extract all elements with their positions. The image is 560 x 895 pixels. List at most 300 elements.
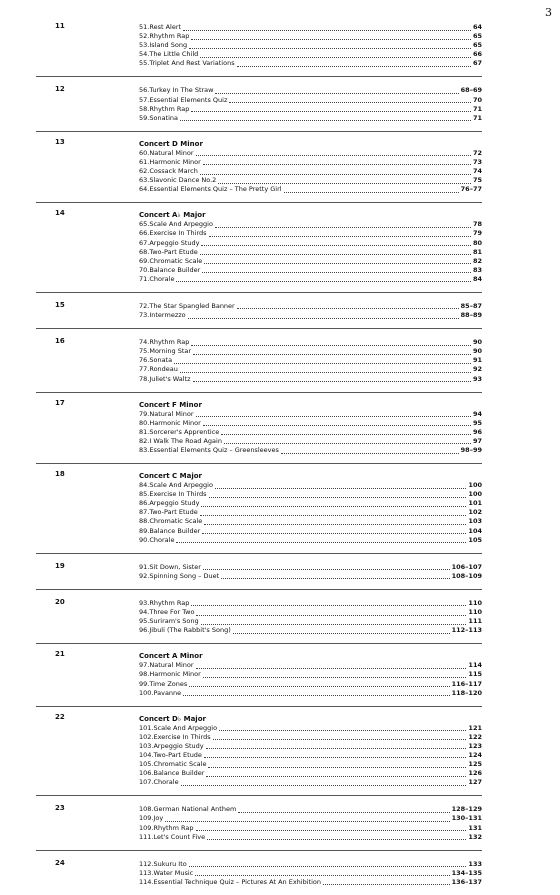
toc-entry: [139, 50, 482, 59]
entry-title: Sorcerer's Apprentice: [149, 427, 220, 436]
toc-section-body: [139, 23, 482, 68]
entry-number: 60.: [139, 148, 150, 157]
lesson-page-number: 13: [55, 137, 65, 146]
lesson-page-number: 23: [55, 804, 65, 813]
dot-leader: [191, 338, 471, 346]
entry-page: 79: [472, 229, 482, 238]
toc-entry: [139, 114, 482, 123]
dot-leader: [284, 185, 459, 193]
toc-entry: [139, 626, 482, 635]
toc-entry: [139, 760, 482, 769]
dot-leader: [196, 661, 467, 669]
entry-number: 109.: [139, 814, 154, 823]
dot-leader: [237, 302, 459, 310]
toc-section: [36, 706, 482, 796]
entry-page: 128–129: [451, 805, 482, 814]
entry-title: German National Anthem: [153, 805, 237, 814]
toc-entry: [139, 527, 482, 536]
entry-title: Balance Builder: [149, 265, 201, 274]
toc-entry: [139, 508, 482, 517]
toc-entry: [139, 41, 482, 50]
toc-entry: [139, 499, 482, 508]
entry-number: 109.: [139, 823, 154, 832]
entry-page: 106–107: [451, 562, 482, 571]
toc-entry: [139, 608, 482, 617]
entry-number: 84.: [139, 481, 150, 490]
dot-leader: [176, 536, 466, 544]
key-heading: Concert D♭ Major: [139, 714, 206, 723]
dot-leader: [180, 365, 471, 373]
entry-title: Two-Part Etude: [153, 750, 202, 759]
entry-number: 64.: [139, 185, 150, 194]
dot-leader: [196, 824, 467, 832]
toc-section: [36, 463, 482, 553]
toc-section: [36, 643, 482, 705]
entry-title: Chromatic Scale: [149, 517, 203, 526]
entry-page: 90: [472, 338, 482, 347]
entry-title: Natural Minor: [149, 661, 194, 670]
dot-leader: [215, 220, 471, 228]
entry-page: 132: [468, 832, 482, 841]
entry-number: 98.: [139, 670, 150, 679]
entry-number: 56.: [139, 86, 150, 95]
toc-entry: [139, 769, 482, 778]
dot-leader: [206, 769, 466, 777]
toc-section: [36, 14, 482, 76]
entry-title: Island Song: [149, 41, 188, 50]
dot-leader: [202, 266, 471, 274]
entry-title: Exercise In Thirds: [149, 490, 207, 499]
dot-leader: [202, 527, 466, 535]
dot-leader: [224, 437, 471, 445]
toc-section-body: [139, 338, 482, 383]
dot-leader: [201, 499, 466, 507]
entry-number: 82.: [139, 436, 150, 445]
toc-entry: [139, 869, 482, 878]
dot-leader: [189, 680, 449, 688]
entry-number: 85.: [139, 490, 150, 499]
entry-title: Rhythm Rap: [149, 104, 190, 113]
entry-title: Two-Part Etude: [149, 508, 198, 517]
entry-title: Rhythm Rap: [153, 823, 194, 832]
entry-title: Sukuru Ito: [153, 859, 187, 868]
entry-page: 95: [472, 418, 482, 427]
dot-leader: [191, 32, 471, 40]
entry-page: 125: [468, 760, 482, 769]
entry-number: 74.: [139, 338, 150, 347]
dot-leader: [189, 41, 471, 49]
entry-number: 99.: [139, 679, 150, 688]
entry-page: 65: [472, 41, 482, 50]
lesson-page-number: 17: [55, 398, 65, 407]
toc-entry: [139, 96, 482, 105]
toc-entry: [139, 536, 482, 545]
entry-number: 105.: [139, 760, 154, 769]
entry-page: 67: [472, 59, 482, 68]
lesson-page-number: 16: [55, 337, 65, 346]
toc-entry: [139, 599, 482, 608]
entry-number: 51.: [139, 23, 150, 31]
entry-title: Arpeggio Study: [149, 238, 200, 247]
entry-title: Essential Elements Quiz – The Pretty Girl: [149, 185, 282, 194]
toc-entry: [139, 814, 482, 823]
toc-entry: [139, 23, 482, 32]
entry-number: 112.: [139, 859, 154, 868]
entry-title: Two-Part Etude: [149, 247, 198, 256]
entry-number: 57.: [139, 95, 150, 104]
toc-entry: [139, 437, 482, 446]
entry-page: 68–69: [460, 86, 482, 95]
entry-page: 121: [468, 723, 482, 732]
entry-number: 111.: [139, 832, 154, 841]
entry-title: Juliet's Waltz: [149, 374, 191, 383]
key-heading: Concert A Minor: [139, 652, 203, 661]
entry-number: 78.: [139, 374, 150, 383]
entry-page: 88–89: [460, 311, 482, 320]
entry-number: 80.: [139, 418, 150, 427]
entry-title: Rondeau: [149, 365, 178, 374]
entry-number: 61.: [139, 157, 150, 166]
toc-entry: [139, 229, 482, 238]
entry-number: 88.: [139, 517, 150, 526]
toc-entry: [139, 105, 482, 114]
entry-number: 106.: [139, 769, 154, 778]
dot-leader: [215, 86, 458, 94]
toc-entry: [139, 410, 482, 419]
dot-leader: [209, 229, 471, 237]
entry-number: 53.: [139, 41, 150, 50]
entry-page: 112–113: [451, 626, 482, 635]
lesson-page-number: 22: [55, 712, 65, 721]
toc-entry: [139, 257, 482, 266]
toc-entry: [139, 446, 482, 455]
dot-leader: [208, 760, 466, 768]
toc-entry: [139, 365, 482, 374]
toc-entry: [139, 176, 482, 185]
dot-leader: [191, 599, 466, 607]
entry-page: 64: [472, 23, 482, 31]
entry-title: Harmonic Minor: [149, 670, 201, 679]
toc-entry: [139, 572, 482, 581]
dot-leader: [323, 878, 450, 886]
toc-entry: [139, 32, 482, 41]
entry-title: Essential Technique Quiz – Pictures At An Exhibition: [153, 877, 321, 886]
toc-entry: [139, 248, 482, 257]
entry-number: 71.: [139, 274, 150, 283]
entry-page: 100: [468, 490, 482, 499]
entry-number: 100.: [139, 688, 154, 697]
entry-title: Joy: [153, 814, 164, 823]
dot-leader: [213, 733, 467, 741]
entry-title: Scale And Arpeggio: [149, 220, 213, 229]
dot-leader: [180, 114, 471, 122]
entry-number: 93.: [139, 598, 150, 607]
lesson-page-number: 21: [55, 650, 65, 659]
toc-entry: [139, 59, 482, 68]
entry-page: 124: [468, 750, 482, 759]
entry-number: 94.: [139, 608, 150, 617]
entry-page: 105: [468, 535, 482, 544]
dot-leader: [219, 724, 466, 732]
entry-title: Essential Elements Quiz – Greensleeves: [149, 446, 279, 454]
toc-entry: [139, 860, 482, 869]
entry-number: 70.: [139, 265, 150, 274]
dot-leader: [183, 23, 471, 31]
entry-title: Jibuli (The Rabbit's Song): [149, 626, 231, 635]
toc-entry: [139, 563, 482, 572]
toc-section: [36, 202, 482, 292]
entry-title: Rhythm Rap: [149, 338, 190, 347]
table-of-contents: [0, 14, 560, 895]
lesson-page-number: 15: [55, 300, 65, 309]
entry-title: Harmonic Minor: [149, 157, 201, 166]
toc-entry: [139, 680, 482, 689]
entry-number: 87.: [139, 508, 150, 517]
dot-leader: [196, 608, 466, 616]
entry-title: Rhythm Rap: [149, 32, 190, 41]
entry-page: 65: [472, 32, 482, 41]
entry-title: Exercise In Thirds: [149, 229, 207, 238]
entry-number: 91.: [139, 562, 150, 571]
entry-title: Intermezzo: [149, 311, 186, 320]
toc-entry: [139, 805, 482, 814]
entry-page: 72: [472, 148, 482, 157]
entry-page: 94: [472, 409, 482, 418]
dot-leader: [204, 751, 466, 759]
entry-number: 76.: [139, 356, 150, 365]
entry-title: Morning Star: [149, 347, 192, 356]
dot-leader: [204, 517, 466, 525]
toc-section-body: [139, 599, 482, 635]
dot-leader: [207, 833, 466, 841]
lesson-page-number: 18: [55, 470, 65, 479]
key-heading: Concert F Minor: [139, 400, 202, 409]
entry-title: Rhythm Rap: [149, 598, 190, 607]
entry-title: Balance Builder: [153, 769, 205, 778]
entry-number: 103.: [139, 741, 154, 750]
entry-title: Triplet And Rest Variations: [149, 59, 235, 68]
entry-title: Scale And Arpeggio: [149, 481, 213, 490]
entry-page: 103: [468, 517, 482, 526]
entry-title: Chorale: [153, 778, 179, 787]
toc-entry: [139, 86, 482, 95]
entry-number: 63.: [139, 176, 150, 185]
dot-leader: [188, 311, 459, 319]
entry-page: 75: [472, 176, 482, 185]
toc-section-body: [139, 563, 482, 581]
entry-number: 67.: [139, 238, 150, 247]
key-heading: Concert C Major: [139, 472, 202, 481]
dot-leader: [203, 670, 467, 678]
toc-entry: [139, 149, 482, 158]
entry-number: 104.: [139, 750, 154, 759]
entry-page: 71: [472, 104, 482, 113]
toc-section: [36, 795, 482, 849]
entry-page: 131: [468, 823, 482, 832]
entry-number: 68.: [139, 247, 150, 256]
toc-entry: [139, 266, 482, 275]
dot-leader: [233, 626, 450, 634]
dot-leader: [229, 96, 471, 104]
dot-leader: [221, 572, 449, 580]
entry-title: Harmonic Minor: [149, 418, 201, 427]
entry-page: 74: [472, 167, 482, 176]
toc-entry: [139, 778, 482, 787]
toc-entry: [139, 617, 482, 626]
entry-page: 78: [472, 220, 482, 229]
toc-section: [36, 76, 482, 130]
key-heading: Concert A♭ Major: [139, 211, 206, 220]
entry-number: 59.: [139, 113, 150, 122]
toc-section-body: [139, 86, 482, 122]
dot-leader: [203, 158, 471, 166]
toc-section-body: [139, 302, 482, 320]
entry-number: 55.: [139, 59, 150, 68]
dot-leader: [196, 410, 471, 418]
lesson-page-number: 11: [55, 22, 65, 30]
toc-entry: [139, 824, 482, 833]
entry-page: 93: [472, 374, 482, 383]
entry-title: Suriram's Song: [149, 617, 199, 626]
entry-title: Natural Minor: [149, 409, 194, 418]
toc-section: [36, 292, 482, 328]
toc-entry: [139, 742, 482, 751]
entry-page: 108–109: [451, 571, 482, 580]
dot-leader: [193, 347, 471, 355]
entry-number: 114.: [139, 877, 154, 886]
entry-title: Chromatic Scale: [153, 760, 207, 769]
lesson-page-number: 19: [55, 561, 65, 570]
toc-entry: [139, 689, 482, 698]
toc-entry: [139, 833, 482, 842]
entry-page: 114: [468, 661, 482, 670]
dot-leader: [215, 481, 466, 489]
entry-title: Scale And Arpeggio: [153, 723, 218, 732]
dot-leader: [203, 419, 471, 427]
entry-page: 110: [468, 608, 482, 617]
entry-title: Chromatic Scale: [149, 256, 203, 265]
toc-entry: [139, 517, 482, 526]
entry-page: 85–87: [460, 301, 482, 310]
entry-title: Time Zones: [149, 679, 188, 688]
toc-entry: [139, 239, 482, 248]
entry-number: 65.: [139, 220, 150, 229]
entry-number: 81.: [139, 427, 150, 436]
entry-number: 83.: [139, 446, 150, 454]
toc-section-body: [139, 471, 482, 545]
lesson-page-number: 14: [55, 209, 65, 218]
entry-page: 123: [468, 741, 482, 750]
toc-entry: [139, 733, 482, 742]
entry-page: 97: [472, 436, 482, 445]
toc-section-body: [139, 651, 482, 697]
entry-page: 91: [472, 356, 482, 365]
dot-leader: [200, 50, 471, 58]
dot-leader: [206, 742, 467, 750]
entry-page: 122: [468, 732, 482, 741]
entry-title: The Little Child: [149, 50, 199, 59]
dot-leader: [176, 275, 471, 283]
toc-entry: [139, 661, 482, 670]
key-heading: Concert D Minor: [139, 139, 203, 148]
dot-leader: [195, 869, 449, 877]
dot-leader: [201, 239, 470, 247]
toc-section: [36, 553, 482, 589]
dot-leader: [196, 149, 471, 157]
entry-page: 133: [468, 859, 482, 868]
entry-title: Arpeggio Study: [153, 741, 204, 750]
entry-title: Balance Builder: [149, 526, 201, 535]
entry-title: Natural Minor: [149, 148, 194, 157]
entry-number: 75.: [139, 347, 150, 356]
entry-title: Spinning Song – Duet: [149, 571, 220, 580]
toc-section: [36, 392, 482, 463]
dot-leader: [238, 805, 449, 813]
entry-page: 111: [468, 617, 482, 626]
toc-entry: [139, 490, 482, 499]
dot-leader: [181, 778, 467, 786]
entry-number: 52.: [139, 32, 150, 41]
entry-page: 102: [468, 508, 482, 517]
lesson-page-number: 20: [55, 597, 65, 606]
dot-leader: [200, 508, 467, 516]
page-number: 3: [545, 6, 552, 19]
toc-section: [36, 850, 482, 895]
entry-title: Let's Count Five: [153, 832, 206, 841]
entry-page: 104: [468, 526, 482, 535]
entry-title: Sonata: [149, 356, 173, 365]
dot-leader: [203, 563, 450, 571]
toc-section-body: [139, 714, 482, 788]
entry-number: 79.: [139, 409, 150, 418]
dot-leader: [201, 617, 467, 625]
toc-entry: [139, 375, 482, 384]
dot-leader: [174, 356, 471, 364]
entry-number: 73.: [139, 311, 150, 320]
toc-section-body: [139, 139, 482, 194]
entry-number: 108.: [139, 805, 154, 814]
toc-entry: [139, 419, 482, 428]
entry-number: 102.: [139, 732, 154, 741]
entry-number: 69.: [139, 256, 150, 265]
entry-number: 54.: [139, 50, 150, 59]
dot-leader: [209, 490, 467, 498]
lesson-page-number: 24: [55, 858, 65, 867]
entry-number: 107.: [139, 778, 154, 787]
entry-page: 116–117: [451, 679, 482, 688]
dot-leader: [183, 689, 449, 697]
entry-title: Chorale: [149, 535, 175, 544]
entry-title: The Star Spangled Banner: [149, 301, 235, 310]
toc-entry: [139, 185, 482, 194]
entry-title: Turkey In The Straw: [149, 86, 214, 95]
dot-leader: [191, 105, 471, 113]
entry-page: 130–131: [451, 814, 482, 823]
dot-leader: [237, 59, 471, 67]
entry-page: 84: [472, 274, 482, 283]
toc-entry: [139, 220, 482, 229]
entry-page: 100: [468, 481, 482, 490]
entry-page: 96: [472, 427, 482, 436]
entry-number: 72.: [139, 301, 150, 310]
entry-number: 77.: [139, 365, 150, 374]
toc-section-body: [139, 805, 482, 841]
entry-title: Rest Alert: [149, 23, 182, 31]
entry-title: Chorale: [149, 274, 175, 283]
toc-entry: [139, 311, 482, 320]
toc-entry: [139, 878, 482, 887]
toc-entry: [139, 167, 482, 176]
